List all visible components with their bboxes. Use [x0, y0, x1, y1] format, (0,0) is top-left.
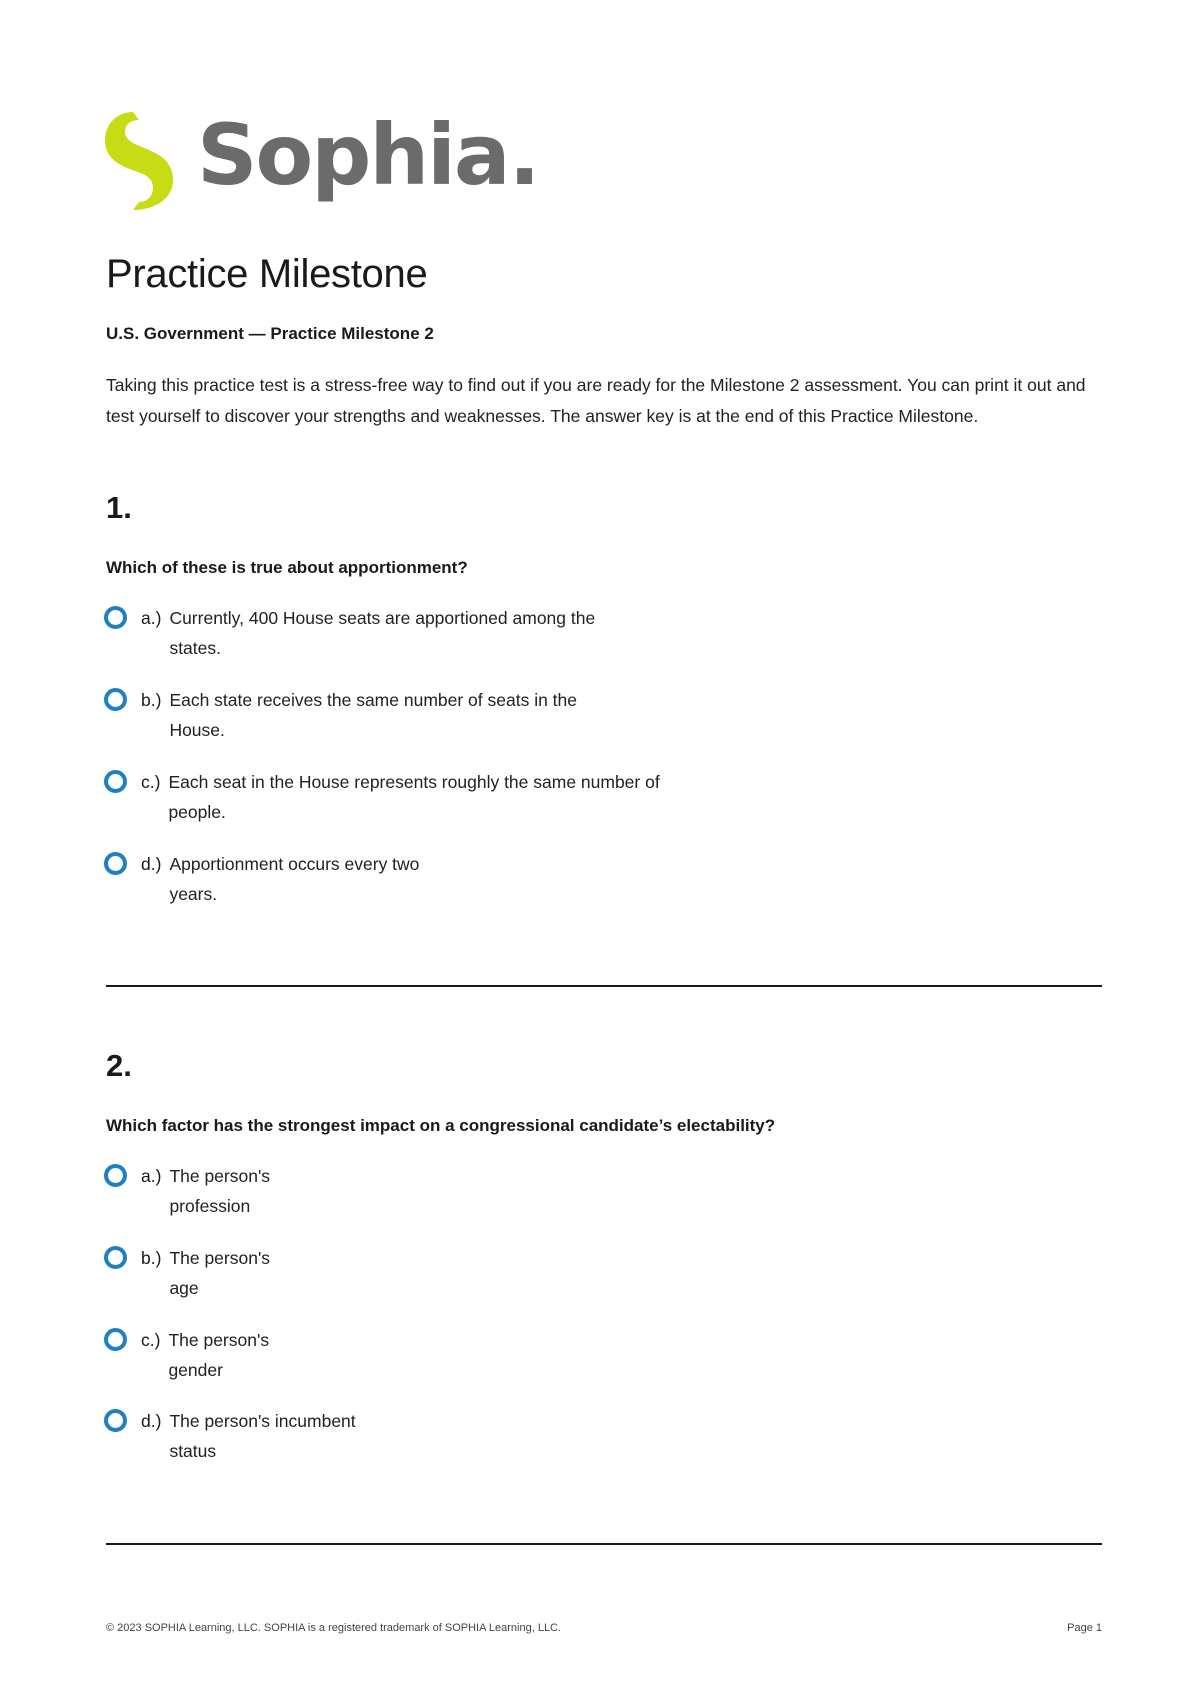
answer-option[interactable]	[104, 1406, 356, 1466]
answer-option[interactable]	[104, 849, 419, 909]
option-letter: d.)	[141, 854, 162, 874]
option-letter: b.)	[141, 1248, 162, 1268]
option-letter: c.)	[141, 772, 161, 792]
section-divider	[106, 985, 1102, 987]
radio-button-icon[interactable]	[104, 688, 127, 711]
option-text: Each state receives the same number of seats in the House.	[169, 690, 578, 740]
option-text: The person's incumbent status	[169, 1411, 356, 1461]
radio-button-icon[interactable]	[104, 606, 127, 629]
question-number: 1.	[106, 490, 132, 525]
option-text: The person's age	[169, 1248, 271, 1298]
logo-wordmark: Sophia.	[197, 106, 539, 204]
option-letter: a.)	[141, 1166, 162, 1186]
radio-button-icon[interactable]	[104, 852, 127, 875]
radio-button-icon[interactable]	[104, 770, 127, 793]
option-text: Currently, 400 House seats are apportioned among the states.	[169, 608, 596, 658]
option-letter: d.)	[141, 1411, 162, 1431]
option-text: Each seat in the House represents roughly the same number of people.	[168, 772, 660, 822]
answer-option[interactable]	[104, 767, 660, 827]
answer-option[interactable]	[104, 1243, 270, 1303]
question-number: 2.	[106, 1048, 132, 1083]
page-number: Page 1	[1067, 1622, 1102, 1634]
answer-option[interactable]	[104, 1325, 269, 1385]
intro-paragraph: Taking this practice test is a stress-free way to find out if you are ready for the Milestone 2 assessment. You can print it out and test yourself to discover your strengths and weaknesses. The answer key is at the end of this Practice Milestone.	[106, 375, 1086, 426]
question-text: Which factor has the strongest impact on a congressional candidate’s electability?	[106, 1116, 776, 1135]
sophia-logo-icon	[103, 110, 175, 212]
radio-button-icon[interactable]	[104, 1164, 127, 1187]
course-subtitle: U.S. Government — Practice Milestone 2	[106, 324, 434, 343]
answer-option[interactable]	[104, 1161, 270, 1221]
answer-option[interactable]	[104, 685, 577, 745]
sophia-logo	[103, 106, 539, 212]
answer-option[interactable]	[104, 603, 595, 663]
radio-button-icon[interactable]	[104, 1328, 127, 1351]
radio-button-icon[interactable]	[104, 1246, 127, 1269]
section-divider	[106, 1543, 1102, 1545]
option-letter: b.)	[141, 690, 162, 710]
radio-button-icon[interactable]	[104, 1409, 127, 1432]
option-text: The person's gender	[168, 1330, 270, 1380]
page-title: Practice Milestone	[106, 252, 428, 296]
option-letter: c.)	[141, 1330, 161, 1350]
option-text: Apportionment occurs every two years.	[169, 854, 420, 904]
option-letter: a.)	[141, 608, 162, 628]
option-text: The person's profession	[169, 1166, 271, 1216]
footer-copyright: © 2023 SOPHIA Learning, LLC. SOPHIA is a registered trademark of SOPHIA Learning, LLC.	[106, 1622, 562, 1634]
question-text: Which of these is true about apportionment?	[106, 558, 468, 577]
